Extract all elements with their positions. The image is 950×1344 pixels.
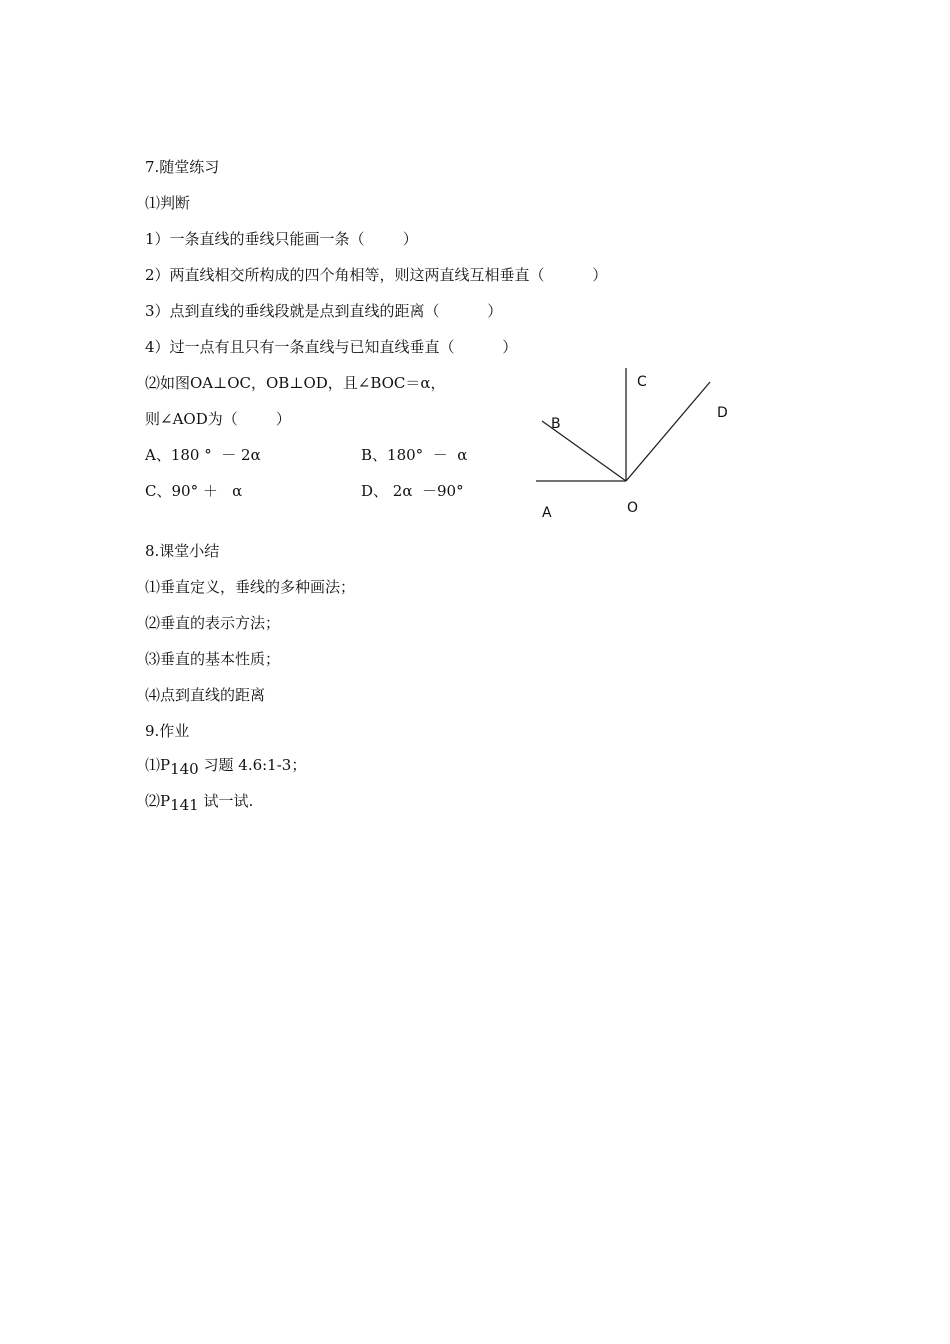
label-c: C — [637, 374, 647, 390]
judge-item-3: 3）点到直线的垂线段就是点到直线的距离（ ） — [145, 302, 503, 320]
option-b: B、180° － α — [361, 446, 468, 464]
judge-item-1: 1）一条直线的垂线只能画一条（ ） — [145, 230, 418, 248]
label-b: B — [551, 416, 561, 432]
option-a: A、180 ° － 2α — [145, 446, 261, 464]
judge-item-2: 2）两直线相交所构成的四个角相等，则这两直线互相垂直（ ） — [145, 266, 608, 284]
label-o: O — [627, 500, 639, 516]
homework-item-2 — [145, 791, 253, 815]
question-2-line-1: ⑵如图OA⊥OC，OB⊥OD，且∠BOC＝α， — [145, 374, 446, 392]
summary-item-4: ⑷点到直线的距离 — [145, 686, 266, 704]
homework-item-1 — [145, 755, 306, 779]
label-d: D — [717, 405, 728, 421]
ray-od — [626, 382, 710, 481]
option-d: D、 2α －90° — [361, 482, 464, 500]
option-c: C、90° ＋ α — [145, 482, 243, 500]
homework-1-page: 140 — [170, 760, 199, 778]
judge-heading: ⑴判断 — [145, 194, 191, 212]
summary-item-3: ⑶垂直的基本性质； — [145, 650, 281, 668]
summary-item-2: ⑵垂直的表示方法； — [145, 614, 281, 632]
judge-item-4: 4）过一点有且只有一条直线与已知直线垂直（ ） — [145, 338, 518, 356]
homework-1-prefix: ⑴P — [145, 756, 171, 774]
homework-2-prefix: ⑵P — [145, 792, 171, 810]
section-7-heading: 7.随堂练习 — [145, 158, 220, 176]
homework-1-text: 习题 4.6:1-3； — [198, 756, 307, 774]
homework-2-page: 141 — [170, 796, 199, 814]
angle-figure — [520, 360, 760, 540]
section-8-heading: 8.课堂小结 — [145, 542, 220, 560]
question-2-line-2: 则∠AOD为（ ） — [145, 410, 291, 428]
homework-2-text: 试一试. — [198, 792, 254, 810]
section-9-heading: 9.作业 — [145, 722, 190, 740]
summary-item-1: ⑴垂直定义，垂线的多种画法； — [145, 578, 356, 596]
label-a: A — [542, 505, 552, 521]
